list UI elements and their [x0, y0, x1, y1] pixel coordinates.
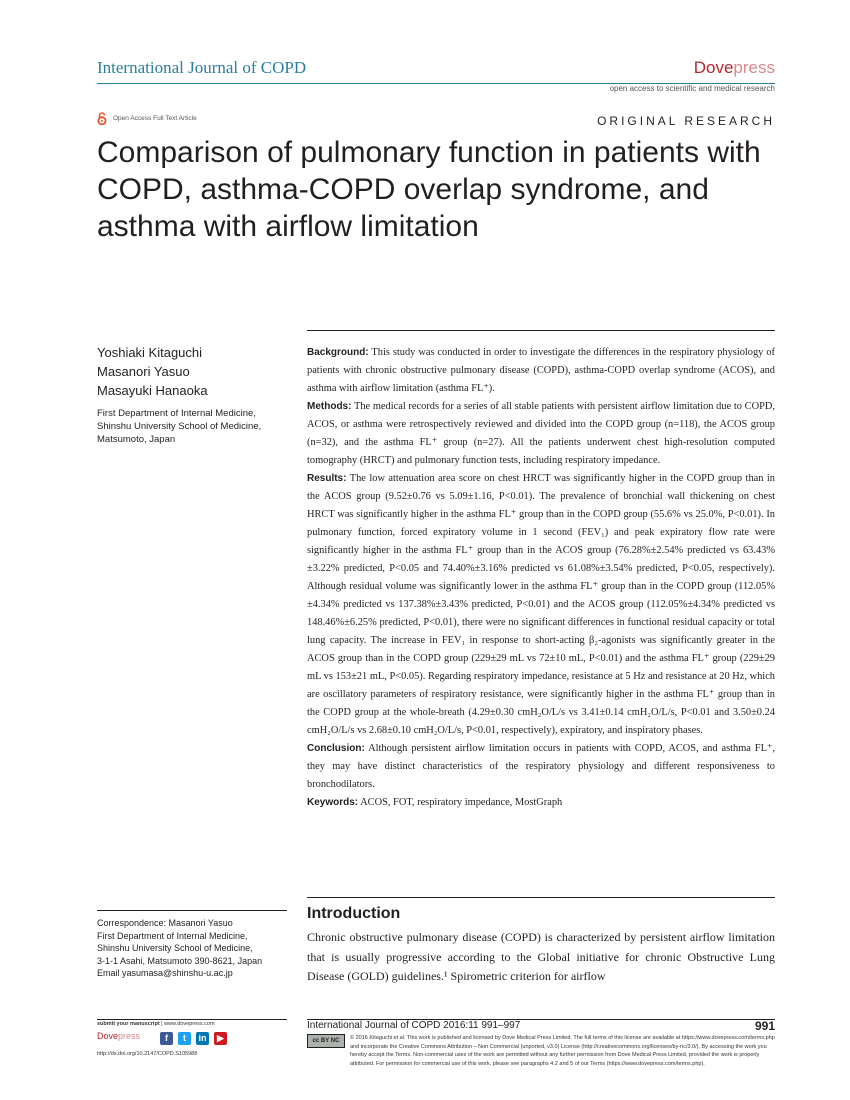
introduction-text: Chronic obstructive pulmonary disease (COPD) is characterized by persistent airflow limitation that is usually progressive according to the Global initiative for chronic Obstructive Lung Disease (GOLD) guidelines.¹ Spirometric criterion for airflow [307, 930, 775, 983]
publisher-tagline: open access to scientific and medical research [609, 84, 775, 93]
license-block [307, 1034, 775, 1068]
publisher-logo[interactable] [694, 58, 775, 78]
footer-left-rule [97, 1019, 287, 1020]
youtube-icon[interactable]: ▶ [214, 1032, 227, 1045]
footer-publisher-logo[interactable] [97, 1031, 140, 1041]
abstract-results [307, 470, 775, 740]
correspondence-block [97, 917, 287, 980]
abstract-background [307, 344, 775, 398]
open-access-text: Open Access Full Text Article [113, 115, 197, 122]
linkedin-icon[interactable]: in [196, 1032, 209, 1045]
abstract-conclusion-text: Although persistent airflow limitation occurs in patients with COPD, ACOS, and asthma FL⁺, they may have distinct characteristics of the respiratory physiology and different responsiveness to bronchodilators. [307, 743, 775, 790]
page-number: 991 [754, 1019, 775, 1033]
abstract-results-label: Results: [307, 473, 347, 484]
article-type: ORIGINAL RESEARCH [597, 114, 775, 128]
footer-logo-main: Dove [97, 1031, 119, 1041]
social-links [160, 1032, 227, 1045]
author-name: Masanori Yasuo [97, 364, 190, 379]
submit-manuscript-label: submit your manuscript [97, 1021, 160, 1027]
journal-name: International Journal of COPD [97, 58, 307, 77]
twitter-icon[interactable]: t [178, 1032, 191, 1045]
abstract-rule [307, 330, 775, 331]
abstract-background-text: This study was conducted in order to investigate the differences in the respiratory physiology of patients with chronic obstructive pulmonary disease (COPD), asthma-COPD overlap syndrome (ACOS), and asthma with airflow limitation (asthma FL⁺). [307, 347, 775, 394]
abstract-results-text: The low attenuation area score on chest HRCT was significantly higher in the COPD group than in the ACOS group (9.52±0.76 vs 5.09±1.16, P<0.01). The prevalence of bronchial wall thickening on chest HRCT was significantly higher in the asthma FL⁺ group than in the COPD group (55.6% vs 25.0%, P<0.01). In pulmonary function, forced expiratory volume in 1 second (FEV₁) and peak expiratory flow rate were significantly higher in the asthma FL⁺ group than in the ACOS group (76.28%±2.54% predicted vs 63.43%±3.22% predicted, P<0.05 and 74.40%±3.16% predicted vs 61.08%±3.54% predicted, P<0.05, respectively). Although residual volume was significantly lower in the asthma FL⁺ group than in the COPD group (112.05%±4.34% predicted vs 137.38%±3.43% predicted, P<0.01) and the ACOS group (112.05%±4.34% predicted vs 148.46%±6.25% predicted, P<0.01), there were no significant differences in functional residual capacity or total lung capacity. The increase in FEV₁ in response to short-acting β₂-agonists was significantly greater in the ACOS group than in the COPD group (229±29 mL vs 72±10 mL, P<0.01) and the asthma FL⁺ group (229±29 mL vs 153±21 mL, P<0.05). Regarding respiratory impedance, resistance at 5 Hz and resistance at 20 Hz, which are oscillatory parameters of respiratory resistance, were significantly higher in the asthma FL⁺ group than in the COPD group at the whole-breath (4.29±0.30 cmH₂O/L/s vs 3.41±0.14 cmH₂O/L/s, P<0.01 and 3.50±0.24 cmH₂O/L/s vs 2.68±0.10 cmH₂O/L/s, P<0.01, respectively), expiratory, and inspiratory phases. [307, 473, 775, 736]
publisher-logo-light: press [733, 58, 775, 77]
abstract-conclusion-label: Conclusion: [307, 743, 365, 754]
correspondence-line: First Department of Internal Medicine, [97, 930, 248, 941]
author-name: Yoshiaki Kitaguchi [97, 345, 203, 360]
abstract-keywords-label: Keywords: [307, 797, 359, 808]
affiliation: First Department of Internal Medicine, Shinshu University School of Medicine, Matsumoto, Japan [97, 408, 262, 445]
creative-commons-icon[interactable]: cc BY NC [307, 1034, 345, 1048]
abstract-keywords-text: ACOS, FOT, respiratory impedance, MostGraph [358, 797, 563, 808]
author-list [97, 343, 287, 400]
abstract [307, 344, 775, 812]
open-access-label [97, 112, 197, 125]
abstract-methods-text: The medical records for a series of all stable patients with persistent airflow limitation due to COPD, ACOS, or asthma were retrospectively reviewed and divided into the COPD group (n=118), the ACOS group (n=32), and the asthma FL⁺ group (n=27). All the patients underwent chest high-resolution computed tomography (HRCT) and pulmonary function tests, including respiratory impedance. [307, 401, 775, 466]
abstract-keywords [307, 794, 775, 812]
correspondence-email[interactable]: Email yasumasa@shinshu-u.ac.jp [97, 968, 233, 978]
footer-logo-light: press [118, 1031, 141, 1041]
license-text: © 2016 Kitaguchi et al. This work is published and licensed by Dove Medical Press Limited. The full terms of this license are available at https://www.dovepress.com/terms.php and incorporate the Creative Commons Attribution – Non Commercial (unported, v3.0) License (http://creativecommons.org/licenses/by-nc/3.0/). By accessing the work you hereby accept the Terms. Non-commercial uses of the work are permitted without any further permission from Dove Medical Press Limited, provided the work is properly attributed. For permission for commercial use of this work, please see paragraphs 4.2 and 5 of our Terms (https://www.dovepress.com/terms.php). [350, 1035, 775, 1067]
abstract-methods-label: Methods: [307, 401, 352, 412]
correspondence-line: Correspondence: Masanori Yasuo [97, 918, 233, 928]
paper-title: Comparison of pulmonary function in patients with COPD, asthma-COPD overlap syndrome, and asthma with airflow limitation [97, 136, 761, 243]
abstract-methods [307, 398, 775, 470]
correspondence-rule [97, 910, 287, 911]
abstract-conclusion [307, 740, 775, 794]
introduction-heading: Introduction [307, 905, 401, 922]
publisher-logo-main: Dove [693, 58, 734, 77]
submit-manuscript-url: | www.dovepress.com [159, 1021, 215, 1027]
introduction-rule [307, 897, 775, 898]
submit-manuscript-link[interactable] [97, 1021, 215, 1027]
journal-citation: International Journal of COPD 2016:11 991–997 [307, 1020, 521, 1031]
abstract-background-label: Background: [307, 347, 369, 358]
doi-link[interactable]: http://dx.doi.org/10.2147/COPD.S105988 [97, 1051, 198, 1057]
open-access-lock-icon [97, 112, 107, 125]
correspondence-line: Shinshu University School of Medicine, [97, 943, 253, 953]
correspondence-line: 3-1-1 Asahi, Matsumoto 390-8621, Japan [97, 955, 263, 966]
author-name: Masayuki Hanaoka [97, 383, 208, 398]
facebook-icon[interactable]: f [160, 1032, 173, 1045]
